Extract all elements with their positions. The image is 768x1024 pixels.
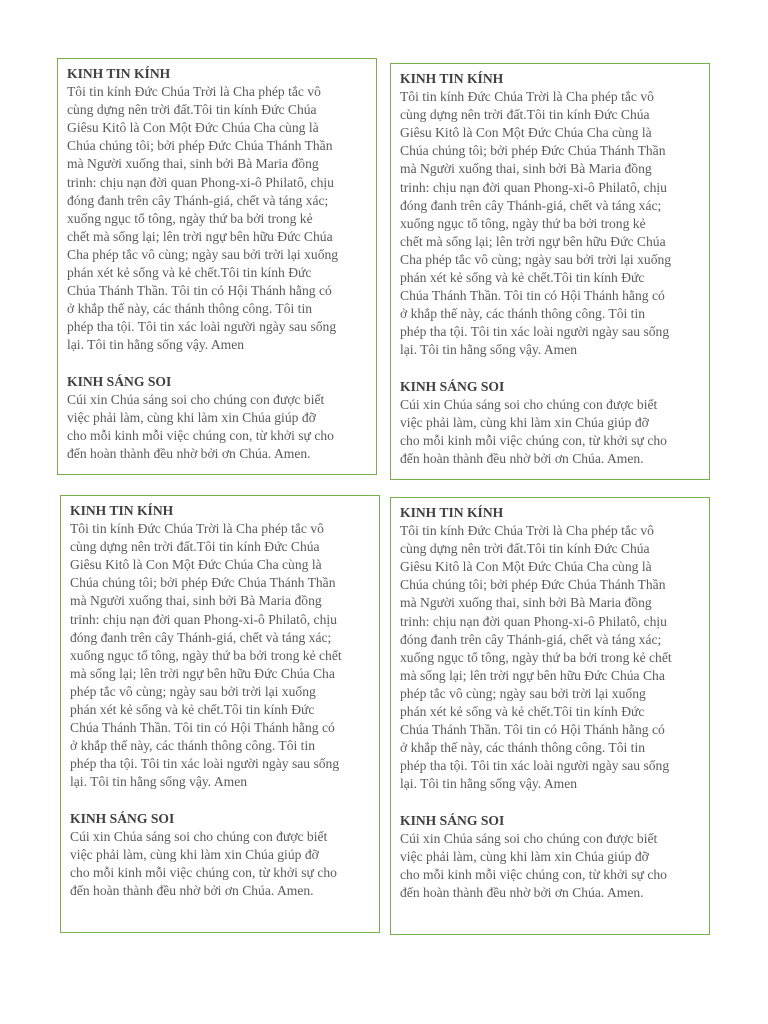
- enlightenment-prayer-line: việc phải làm, cùng khi làm xin Chúa giúp đỡ: [400, 848, 649, 864]
- creed-text-line: trinh: chịu nạn đời quan Phong-xi-ô Philatô, chịu: [70, 611, 337, 627]
- enlightenment-prayer-line: việc phải làm, cùng khi làm xin Chúa giúp đỡ: [70, 846, 319, 862]
- enlightenment-prayer-title: KINH SÁNG SOI: [67, 373, 172, 389]
- creed-title: KINH TIN KÍNH: [67, 66, 171, 81]
- enlightenment-prayer-line: cho mỗi kinh mỗi việc chúng con, từ khởi sự cho: [67, 427, 334, 443]
- creed-text-line: mà sống lại; lên trời ngự bên hữu Đức Chúa Cha: [70, 665, 335, 681]
- creed-text-line: Cha phép tắc vô cùng; ngày sau bởi trời lại xuống: [67, 246, 339, 262]
- creed-text-line: Cha phép tắc vô cùng; ngày sau bởi trời lại xuống: [400, 251, 672, 267]
- enlightenment-prayer-line: cho mỗi kinh mỗi việc chúng con, từ khởi sự cho: [400, 432, 667, 448]
- enlightenment-prayer-line: việc phải làm, cùng khi làm xin Chúa giúp đỡ: [67, 409, 316, 425]
- enlightenment-prayer-line: đến hoàn thành đều nhờ bởi ơn Chúa. Amen.: [70, 882, 314, 898]
- creed-text-line: phán xét kẻ sống và kẻ chết.Tôi tin kính Đức: [400, 704, 645, 720]
- enlightenment-prayer-line: đến hoàn thành đều nhờ bởi ơn Chúa. Amen.: [67, 445, 311, 461]
- creed-text-line: mà sống lại; lên trời ngự bên hữu Đức Chúa Cha: [400, 667, 665, 683]
- enlightenment-prayer-line: đến hoàn thành đều nhờ bởi ơn Chúa. Amen.: [400, 450, 644, 466]
- creed-text-line: Giêsu Kitô là Con Một Đức Chúa Cha cùng là: [70, 557, 322, 573]
- creed-text-line: phép tha tội. Tôi tin xác loài người ngày sau sống: [70, 756, 340, 772]
- creed-text-line: phán xét kẻ sống và kẻ chết.Tôi tin kính Đức: [400, 270, 645, 286]
- creed-text-line: ở khắp thế này, các thánh thông công. Tôi tin: [400, 740, 646, 756]
- creed-text-line: phép tha tội. Tôi tin xác loài người ngày sau sống: [67, 319, 337, 335]
- creed-text-line: lại. Tôi tin hằng sống vậy. Amen: [67, 337, 245, 353]
- creed-text-line: trinh: chịu nạn đời quan Phong-xi-ô Philatô, chịu: [67, 174, 334, 190]
- creed-text-line: Chúa chúng tôi; bởi phép Đức Chúa Thánh Thần: [400, 577, 666, 593]
- creed-text-line: đóng đanh trên cây Thánh-giá, chết và táng xác;: [400, 631, 662, 647]
- creed-text-line: cùng dựng nên trời đất.Tôi tin kính Đức Chúa: [400, 541, 650, 557]
- creed-text-line: Tôi tin kính Đức Chúa Trời là Cha phép tắc vô: [400, 523, 654, 539]
- enlightenment-prayer-line: cho mỗi kinh mỗi việc chúng con, từ khởi sự cho: [70, 864, 337, 880]
- creed-text-line: Tôi tin kính Đức Chúa Trời là Cha phép tắc vô: [70, 521, 324, 537]
- section-spacer: [400, 360, 709, 378]
- enlightenment-prayer-line: Cúi xin Chúa sáng soi cho chúng con được biết: [400, 830, 658, 846]
- creed-text-line: lại. Tôi tin hằng sống vậy. Amen: [400, 342, 578, 358]
- creed-text-line: xuống ngục tổ tông, ngày thứ ba bởi trong kẻ: [400, 215, 646, 231]
- creed-text-line: đóng đanh trên cây Thánh-giá, chết và táng xác;: [400, 197, 662, 213]
- creed-text-line: ở khắp thế này, các thánh thông công. Tôi tin: [70, 738, 316, 754]
- creed-text-line: lại. Tôi tin hằng sống vậy. Amen: [400, 776, 578, 792]
- prayer-card: [390, 497, 710, 935]
- creed-title: KINH TIN KÍNH: [70, 503, 174, 518]
- creed-text-line: mà Người xuống thai, sinh bởi Bà Maria đồng: [400, 595, 652, 611]
- creed-text-line: xuống ngục tổ tông, ngày thứ ba bởi trong kẻ chết: [70, 647, 342, 663]
- enlightenment-prayer-line: việc phải làm, cùng khi làm xin Chúa giúp đỡ: [400, 414, 649, 430]
- creed-text-line: Chúa chúng tôi; bởi phép Đức Chúa Thánh Thần: [70, 575, 336, 591]
- creed-text-line: Tôi tin kính Đức Chúa Trời là Cha phép tắc vô: [400, 89, 654, 105]
- creed-text-line: cùng dựng nên trời đất.Tôi tin kính Đức Chúa: [67, 102, 317, 118]
- creed-text-line: cùng dựng nên trời đất.Tôi tin kính Đức Chúa: [70, 539, 320, 555]
- section-spacer: [67, 355, 376, 373]
- section-spacer: [400, 794, 709, 812]
- enlightenment-prayer-line: cho mỗi kinh mỗi việc chúng con, từ khởi sự cho: [400, 866, 667, 882]
- creed-text-line: mà Người xuống thai, sinh bởi Bà Maria đồng: [400, 161, 652, 177]
- creed-text-line: Giêsu Kitô là Con Một Đức Chúa Cha cùng là: [67, 120, 319, 136]
- creed-text-line: phép tắc vô cùng; ngày sau bởi trời lại xuống: [400, 685, 646, 701]
- creed-text-line: chết mà sống lại; lên trời ngự bên hữu Đức Chúa: [400, 233, 666, 249]
- creed-text-line: lại. Tôi tin hằng sống vậy. Amen: [70, 774, 248, 790]
- creed-text-line: Chúa chúng tôi; bởi phép Đức Chúa Thánh Thần: [67, 138, 333, 154]
- creed-text-line: phán xét kẻ sống và kẻ chết.Tôi tin kính Đức: [67, 265, 312, 281]
- creed-text-line: phép tha tội. Tôi tin xác loài người ngày sau sống: [400, 324, 670, 340]
- creed-text-line: cùng dựng nên trời đất.Tôi tin kính Đức Chúa: [400, 107, 650, 123]
- creed-text-line: xuống ngục tổ tông, ngày thứ ba bởi trong kẻ: [67, 210, 313, 226]
- creed-text-line: ở khắp thế này, các thánh thông công. Tôi tin: [400, 306, 646, 322]
- creed-text-line: Chúa chúng tôi; bởi phép Đức Chúa Thánh Thần: [400, 143, 666, 159]
- creed-text-line: trinh: chịu nạn đời quan Phong-xi-ô Philatô, chịu: [400, 179, 667, 195]
- enlightenment-prayer-line: Cúi xin Chúa sáng soi cho chúng con được biết: [400, 396, 658, 412]
- creed-text-line: phép tắc vô cùng; ngày sau bởi trời lại xuống: [70, 683, 316, 699]
- creed-text-line: đóng đanh trên cây Thánh-giá, chết và táng xác;: [67, 192, 329, 208]
- creed-text-line: Chúa Thánh Thần. Tôi tin có Hội Thánh hằng có: [400, 722, 665, 738]
- prayer-card: [57, 58, 377, 475]
- prayer-card: [60, 495, 380, 933]
- creed-title: KINH TIN KÍNH: [400, 71, 504, 86]
- creed-text-line: Tôi tin kính Đức Chúa Trời là Cha phép tắc vô: [67, 84, 321, 100]
- enlightenment-prayer-line: đến hoàn thành đều nhờ bởi ơn Chúa. Amen.: [400, 884, 644, 900]
- creed-title: KINH TIN KÍNH: [400, 505, 504, 520]
- creed-text-line: xuống ngục tổ tông, ngày thứ ba bởi trong kẻ chết: [400, 649, 672, 665]
- creed-text-line: ở khắp thế này, các thánh thông công. Tôi tin: [67, 301, 313, 317]
- enlightenment-prayer-line: Cúi xin Chúa sáng soi cho chúng con được biết: [70, 828, 328, 844]
- enlightenment-prayer-title: KINH SÁNG SOI: [400, 812, 505, 828]
- creed-text-line: mà Người xuống thai, sinh bởi Bà Maria đồng: [70, 593, 322, 609]
- creed-text-line: phép tha tội. Tôi tin xác loài người ngày sau sống: [400, 758, 670, 774]
- creed-text-line: Chúa Thánh Thần. Tôi tin có Hội Thánh hằng có: [70, 720, 335, 736]
- enlightenment-prayer-title: KINH SÁNG SOI: [400, 378, 505, 394]
- creed-text-line: phán xét kẻ sống và kẻ chết.Tôi tin kính Đức: [70, 702, 315, 718]
- prayer-card: [390, 63, 710, 480]
- creed-text-line: đóng đanh trên cây Thánh-giá, chết và táng xác;: [70, 629, 332, 645]
- creed-text-line: Chúa Thánh Thần. Tôi tin có Hội Thánh hằng có: [400, 288, 665, 304]
- creed-text-line: mà Người xuống thai, sinh bởi Bà Maria đồng: [67, 156, 319, 172]
- creed-text-line: Giêsu Kitô là Con Một Đức Chúa Cha cùng là: [400, 125, 652, 141]
- creed-text-line: Giêsu Kitô là Con Một Đức Chúa Cha cùng là: [400, 559, 652, 575]
- enlightenment-prayer-line: Cúi xin Chúa sáng soi cho chúng con được biết: [67, 391, 325, 407]
- creed-text-line: trinh: chịu nạn đời quan Phong-xi-ô Philatô, chịu: [400, 613, 667, 629]
- creed-text-line: chết mà sống lại; lên trời ngự bên hữu Đức Chúa: [67, 228, 333, 244]
- section-spacer: [70, 792, 379, 810]
- enlightenment-prayer-title: KINH SÁNG SOI: [70, 810, 175, 826]
- creed-text-line: Chúa Thánh Thần. Tôi tin có Hội Thánh hằng có: [67, 283, 332, 299]
